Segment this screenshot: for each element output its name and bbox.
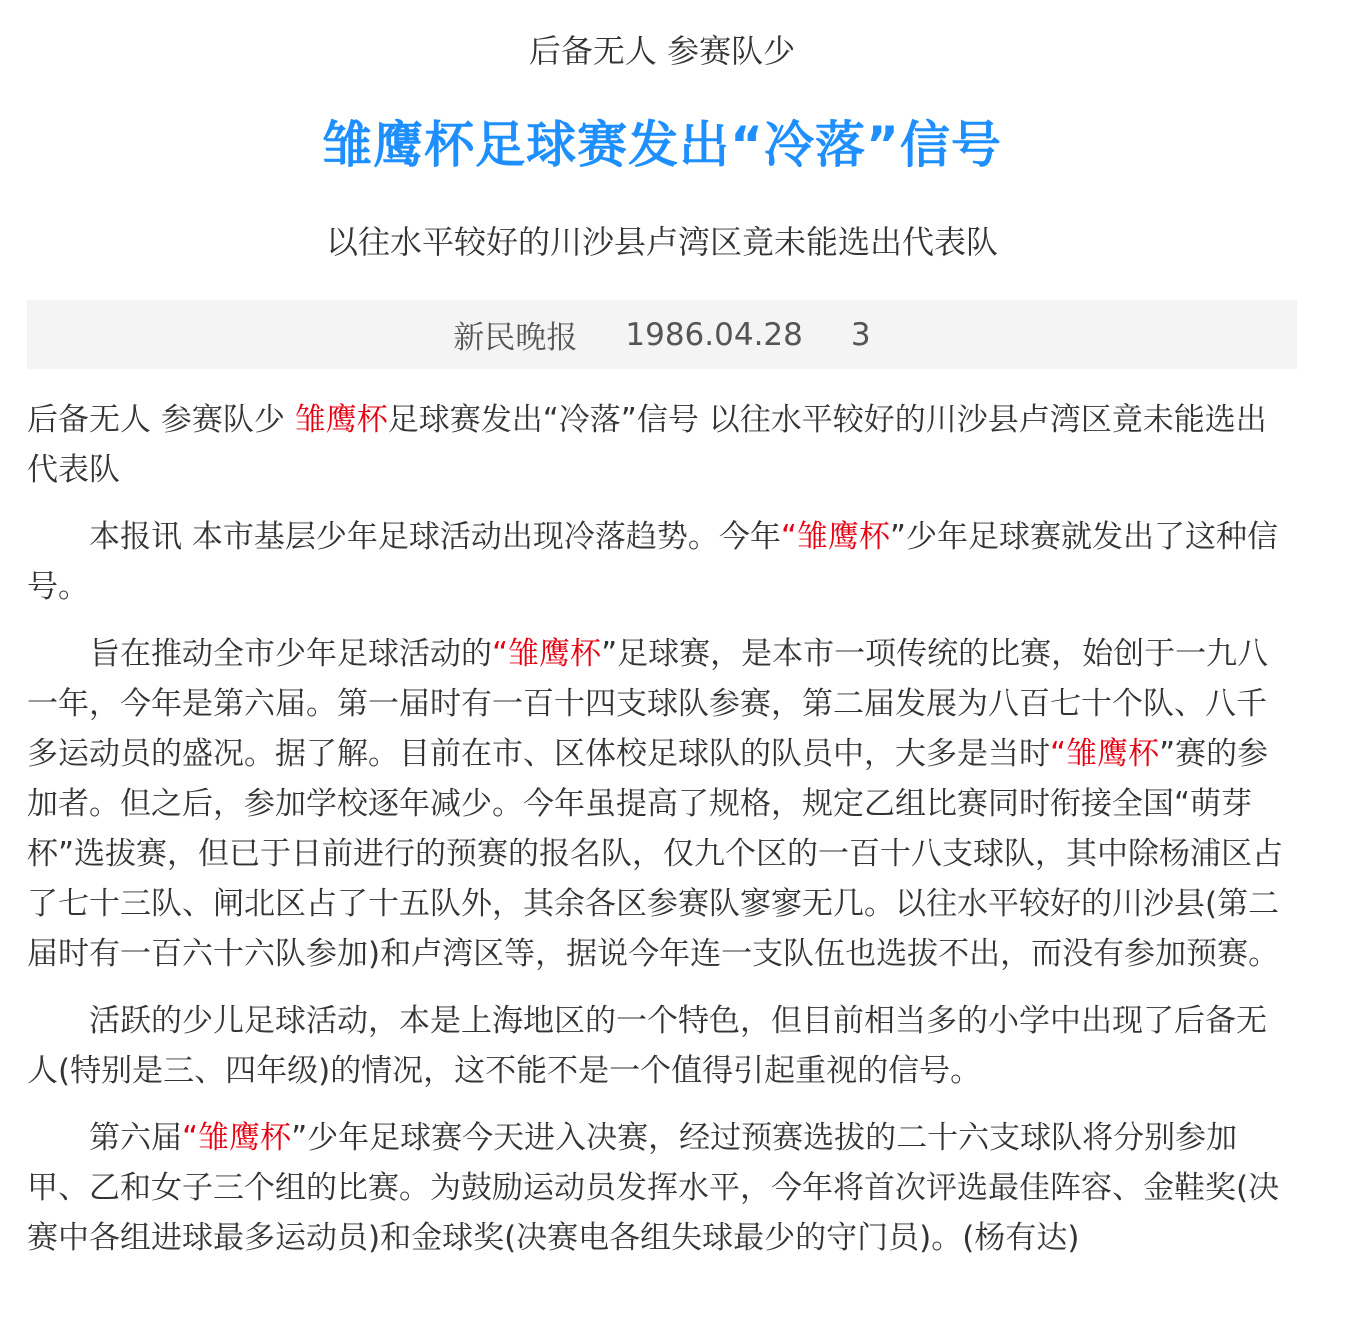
paragraph-text: ”赛的参加者。但之后，参加学校逐年减少。今年虽提高了规格，规定乙组比赛同时衔接全国“萌芽杯”选拔赛，但已于日前进行的预赛的报名队，仅九个区的一百十八支球队，其中除杨浦区占了七十三队、闸北区占了十五队外，其余各区参赛队寥寥无几。以往水平较好的川沙县(第二届时有一百六十六队参加)和卢湾区等，据说今年连一支队伍也选拔不出，而没有参加预赛。	[27, 736, 1284, 972]
highlight-term: 雏鹰杯	[294, 402, 388, 438]
paragraph-text: 本报讯 本市基层少年足球活动出现冷落趋势。今年	[89, 519, 781, 555]
article-meta-bar	[27, 300, 1297, 369]
article-body	[27, 395, 1297, 1263]
highlight-term: “雏鹰杯	[1050, 736, 1160, 772]
paragraph-text: 活跃的少儿足球活动，本是上海地区的一个特色，但目前相当多的小学中出现了后备无人(特别是三、四年级)的情况，这不能不是一个值得引起重视的信号。	[27, 1003, 1267, 1089]
paragraph	[27, 1113, 1297, 1263]
lead-text: 后备无人 参赛队少	[27, 402, 295, 438]
article-title: 雏鹰杯足球赛发出“冷落”信号	[322, 116, 1002, 174]
paragraph-text: ”少年足球赛今天进入决赛，经过预赛选拔的二十六支球队将分别参加甲、乙和女子三个组的比赛。为鼓励运动员发挥水平，今年将首次评选最佳阵容、金鞋奖(决赛中各组进球最多运动员)和金球奖(决赛电各组失球最少的守门员)。(杨有达)	[27, 1120, 1280, 1256]
highlight-term: “雏鹰杯	[492, 636, 602, 672]
article-subtitle: 以往水平较好的川沙县卢湾区竟未能选出代表队	[325, 223, 998, 261]
paragraph-text: 旨在推动全市少年足球活动的	[89, 636, 492, 672]
highlight-term: “雏鹰杯	[780, 519, 890, 555]
meta-source: 新民晚报	[453, 320, 578, 356]
meta-date: 1986.04.28	[625, 316, 803, 353]
paragraph-text: ”少年足球赛就发出了这种信号。	[27, 519, 1278, 605]
paragraph	[27, 996, 1297, 1096]
paragraph	[27, 629, 1297, 979]
paragraph-text: 第六届	[89, 1120, 182, 1156]
meta-page: 3	[850, 316, 871, 353]
article-pre-title: 后备无人 参赛队少	[528, 32, 796, 70]
paragraph	[27, 512, 1297, 612]
paragraph-text: ”足球赛，是本市一项传统的比赛，始创于一九八一年，今年是第六届。第一届时有一百十四支球队参赛，第二届发展为八百七十个队、八千多运动员的盛况。据了解。目前在市、区体校足球队的队员中，大多是当时	[27, 636, 1269, 772]
article	[27, 0, 1297, 1263]
lead-text: 足球赛发出“冷落”信号 以往水平较好的川沙县卢湾区竟未能选出代表队	[27, 402, 1267, 488]
highlight-term: “雏鹰杯	[182, 1120, 292, 1156]
article-lead	[27, 395, 1297, 495]
